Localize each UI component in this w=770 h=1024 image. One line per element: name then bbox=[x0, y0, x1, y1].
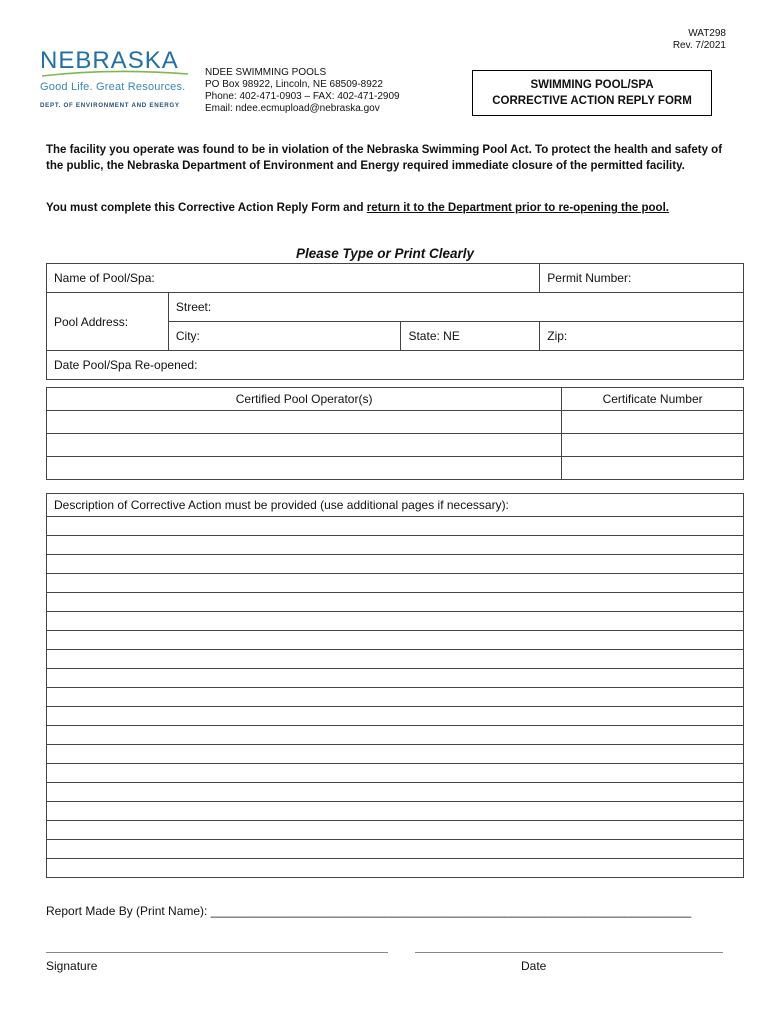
ndee-logo bbox=[40, 48, 190, 109]
corrective-action-line-cell[interactable] bbox=[47, 726, 744, 745]
address-line-2: PO Box 98922, Lincoln, NE 68509-8922 bbox=[205, 79, 383, 90]
corrective-action-line-cell[interactable] bbox=[47, 612, 744, 631]
corrective-action-line bbox=[47, 574, 744, 593]
table-row bbox=[47, 411, 744, 434]
signature-label: Signature bbox=[46, 959, 98, 973]
logo-department: DEPT. OF ENVIRONMENT AND ENERGY bbox=[40, 102, 180, 109]
corrective-action-line-cell[interactable] bbox=[47, 783, 744, 802]
address-line-4: Email: ndee.ecmupload@nebraska.gov bbox=[205, 103, 380, 114]
city-label: City: bbox=[175, 329, 200, 343]
certificate-number-cell[interactable] bbox=[562, 457, 744, 480]
signature-line[interactable] bbox=[46, 938, 388, 953]
corrective-action-line-cell[interactable] bbox=[47, 859, 744, 878]
corrective-action-line-cell[interactable] bbox=[47, 745, 744, 764]
operator-column-header: Certified Pool Operator(s) bbox=[47, 388, 562, 411]
corrective-action-line bbox=[47, 612, 744, 631]
corrective-action-line bbox=[47, 536, 744, 555]
corrective-action-line bbox=[47, 650, 744, 669]
corrective-action-line bbox=[47, 821, 744, 840]
permit-number-label: Permit Number: bbox=[547, 271, 632, 285]
corrective-action-line-cell[interactable] bbox=[47, 517, 744, 536]
corrective-action-line bbox=[47, 517, 744, 536]
certificate-number-cell[interactable] bbox=[562, 434, 744, 457]
corrective-action-line-cell[interactable] bbox=[47, 593, 744, 612]
corrective-action-line bbox=[47, 764, 744, 783]
corrective-action-line bbox=[47, 802, 744, 821]
corrective-action-line bbox=[47, 840, 744, 859]
operator-name-cell[interactable] bbox=[47, 434, 562, 457]
form-title-line-2: CORRECTIVE ACTION REPLY FORM bbox=[492, 95, 692, 107]
agency-address bbox=[205, 67, 400, 115]
street-label: Street: bbox=[175, 300, 212, 314]
corrective-action-line bbox=[47, 726, 744, 745]
corrective-action-line-cell[interactable] bbox=[47, 688, 744, 707]
corrective-action-line-cell[interactable] bbox=[47, 707, 744, 726]
certificate-number-cell[interactable] bbox=[562, 411, 744, 434]
corrective-action-table bbox=[46, 493, 744, 878]
logo-tagline: Good Life. Great Resources. bbox=[40, 81, 186, 93]
pool-name-field[interactable] bbox=[47, 264, 540, 293]
corrective-action-line-cell[interactable] bbox=[47, 536, 744, 555]
pool-operators-table bbox=[46, 387, 744, 480]
table-row bbox=[47, 434, 744, 457]
certificate-column-header: Certificate Number bbox=[562, 388, 744, 411]
operator-name-cell[interactable] bbox=[47, 457, 562, 480]
form-revision: Rev. 7/2021 bbox=[672, 40, 726, 51]
pool-name-label: Name of Pool/Spa: bbox=[54, 271, 155, 285]
pool-info-table bbox=[46, 263, 744, 380]
address-line-1: NDEE SWIMMING POOLS bbox=[205, 67, 327, 78]
violation-notice: The facility you operate was found to be in violation of the Nebraska Swimming Pool Act. To protect the health and safety of the public, the Nebraska Department of Environment and Energy required immediate closure of the permitted facility. bbox=[46, 144, 723, 172]
corrective-action-line-cell[interactable] bbox=[47, 764, 744, 783]
date-line[interactable] bbox=[415, 938, 723, 953]
form-id: WAT298 bbox=[688, 28, 726, 39]
operator-name-cell[interactable] bbox=[47, 411, 562, 434]
corrective-action-line bbox=[47, 593, 744, 612]
corrective-action-line bbox=[47, 859, 744, 878]
corrective-action-line-cell[interactable] bbox=[47, 631, 744, 650]
corrective-action-line bbox=[47, 783, 744, 802]
corrective-action-line-cell[interactable] bbox=[47, 840, 744, 859]
return-instruction-underlined: return it to the Department prior to re-opening the pool. bbox=[366, 202, 669, 214]
state-field[interactable] bbox=[401, 322, 540, 351]
corrective-action-line-cell[interactable] bbox=[47, 650, 744, 669]
permit-number-field[interactable] bbox=[540, 264, 744, 293]
logo-wordmark: NEBRASKA bbox=[40, 47, 179, 74]
reopened-date-label: Date Pool/Spa Re-opened: bbox=[54, 358, 198, 372]
form-title-line-1: SWIMMING POOL/SPA bbox=[530, 79, 654, 91]
pool-address-label: Pool Address: bbox=[47, 293, 169, 351]
zip-field[interactable] bbox=[540, 322, 744, 351]
corrective-action-line-cell[interactable] bbox=[47, 802, 744, 821]
corrective-action-line-cell[interactable] bbox=[47, 821, 744, 840]
corrective-action-line-cell[interactable] bbox=[47, 669, 744, 688]
corrective-action-line-cell[interactable] bbox=[47, 555, 744, 574]
city-field[interactable] bbox=[168, 322, 401, 351]
corrective-action-line bbox=[47, 745, 744, 764]
form-id-block bbox=[673, 28, 726, 52]
return-instruction bbox=[46, 200, 726, 216]
print-clearly-instruction: Please Type or Print Clearly bbox=[295, 246, 475, 261]
address-line-3: Phone: 402-471-0903 – FAX: 402-471-2909 bbox=[205, 91, 400, 102]
corrective-action-line-cell[interactable] bbox=[47, 574, 744, 593]
zip-label: Zip: bbox=[547, 329, 568, 343]
return-instruction-text: You must complete this Corrective Action Reply Form and bbox=[46, 202, 367, 214]
corrective-action-line bbox=[47, 555, 744, 574]
state-label: State: NE bbox=[408, 329, 460, 343]
corrective-action-line bbox=[47, 688, 744, 707]
corrective-action-line bbox=[47, 669, 744, 688]
table-row bbox=[47, 457, 744, 480]
corrective-action-line bbox=[47, 707, 744, 726]
street-field[interactable] bbox=[168, 293, 743, 322]
form-title-box bbox=[472, 70, 712, 116]
report-made-by[interactable]: Report Made By (Print Name): ________________________________________________________________________ bbox=[46, 904, 692, 918]
corrective-action-line bbox=[47, 631, 744, 650]
reopened-date-field[interactable] bbox=[47, 351, 744, 380]
corrective-action-header: Description of Corrective Action must be provided (use additional pages if necessary): bbox=[47, 494, 744, 517]
date-label: Date bbox=[521, 959, 547, 973]
